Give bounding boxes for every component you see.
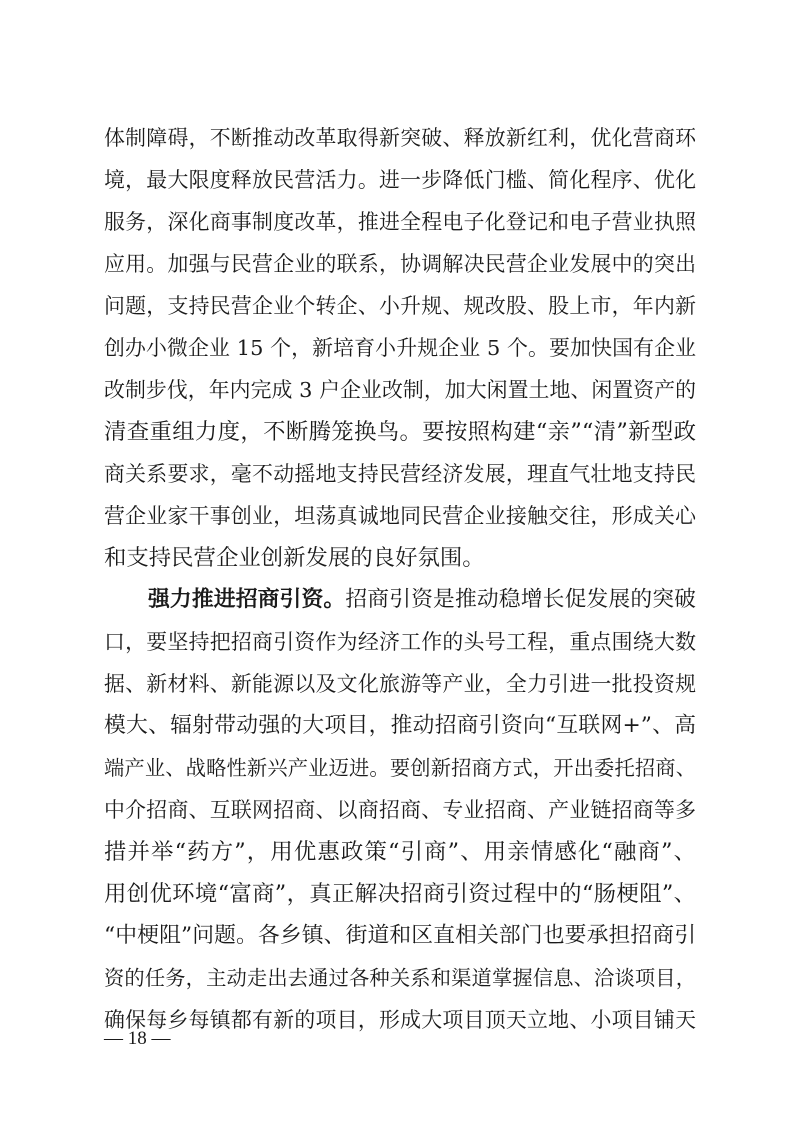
page-number: — 18 — — [104, 1028, 171, 1049]
text-line: “中梗阻”问题。各乡镇、街道和区直相关部门也要承担招商引 — [104, 923, 696, 948]
text-line: 应用。加强与民营企业的联系，协调解决民营企业发展中的突出 — [104, 252, 696, 276]
text-line: 资的任务，主动走出去通过各种关系和渠道掌握信息、洽谈项目， — [104, 966, 696, 990]
text-line: 端产业、战略性新兴产业迈进。要创新招商方式，开出委托招商、 — [104, 756, 696, 780]
text-line: 体制障碍，不断推动改革取得新突破、释放新红利，优化营商环 — [104, 126, 696, 150]
text-line: 中介招商、互联网招商、以商招商、专业招商、产业链招商等多 — [104, 798, 696, 822]
text-line: 确保每乡每镇都有新的项目，形成大项目顶天立地、小项目铺天 — [104, 1008, 696, 1032]
text-line: 境，最大限度释放民营活力。进一步降低门槛、简化程序、优化 — [104, 168, 696, 192]
text-line: 营企业家干事创业，坦荡真诚地同民营企业接触交往，形成关心 — [104, 504, 696, 528]
text-line: 用创优环境“富商”，真正解决招商引资过程中的“肠梗阻”、 — [104, 881, 696, 907]
text-line: 改制步伐，年内完成 3 户企业改制，加大闲置土地、闲置资产的 — [104, 378, 696, 402]
text-line: 服务，深化商事制度改革，推进全程电子化登记和电子营业执照 — [104, 210, 696, 234]
text-line: 创办小微企业 15 个，新培育小升规企业 5 个。要加快国有企业 — [104, 336, 696, 360]
text-line: 问题，支持民营企业个转企、小升规、规改股、股上市，年内新 — [104, 294, 696, 318]
text-line: 模大、辐射带动强的大项目，推动招商引资向“互联网+”、高 — [104, 713, 696, 738]
paragraph-heading: 强力推进招商引资。 — [148, 587, 346, 612]
text-line: 和支持民营企业创新发展的良好氛围。 — [104, 545, 485, 571]
text-line: 措并举“药方”，用优惠政策“引商”、用亲情感化“融商”、 — [104, 839, 696, 865]
paragraph-first-line-text: 招商引资是推动稳增长促发展的突破 — [345, 587, 696, 612]
text-line: 清查重组力度，不断腾笼换鸟。要按照构建“亲”“清”新型政 — [104, 419, 696, 445]
text-line — [148, 580, 696, 620]
text-line: 口，要坚持把招商引资作为经济工作的头号工程，重点围绕大数 — [104, 630, 696, 654]
text-line: 据、新材料、新能源以及文化旅游等产业，全力引进一批投资规 — [104, 672, 696, 696]
text-line: 商关系要求，毫不动摇地支持民营经济发展，理直气壮地支持民 — [104, 462, 696, 486]
